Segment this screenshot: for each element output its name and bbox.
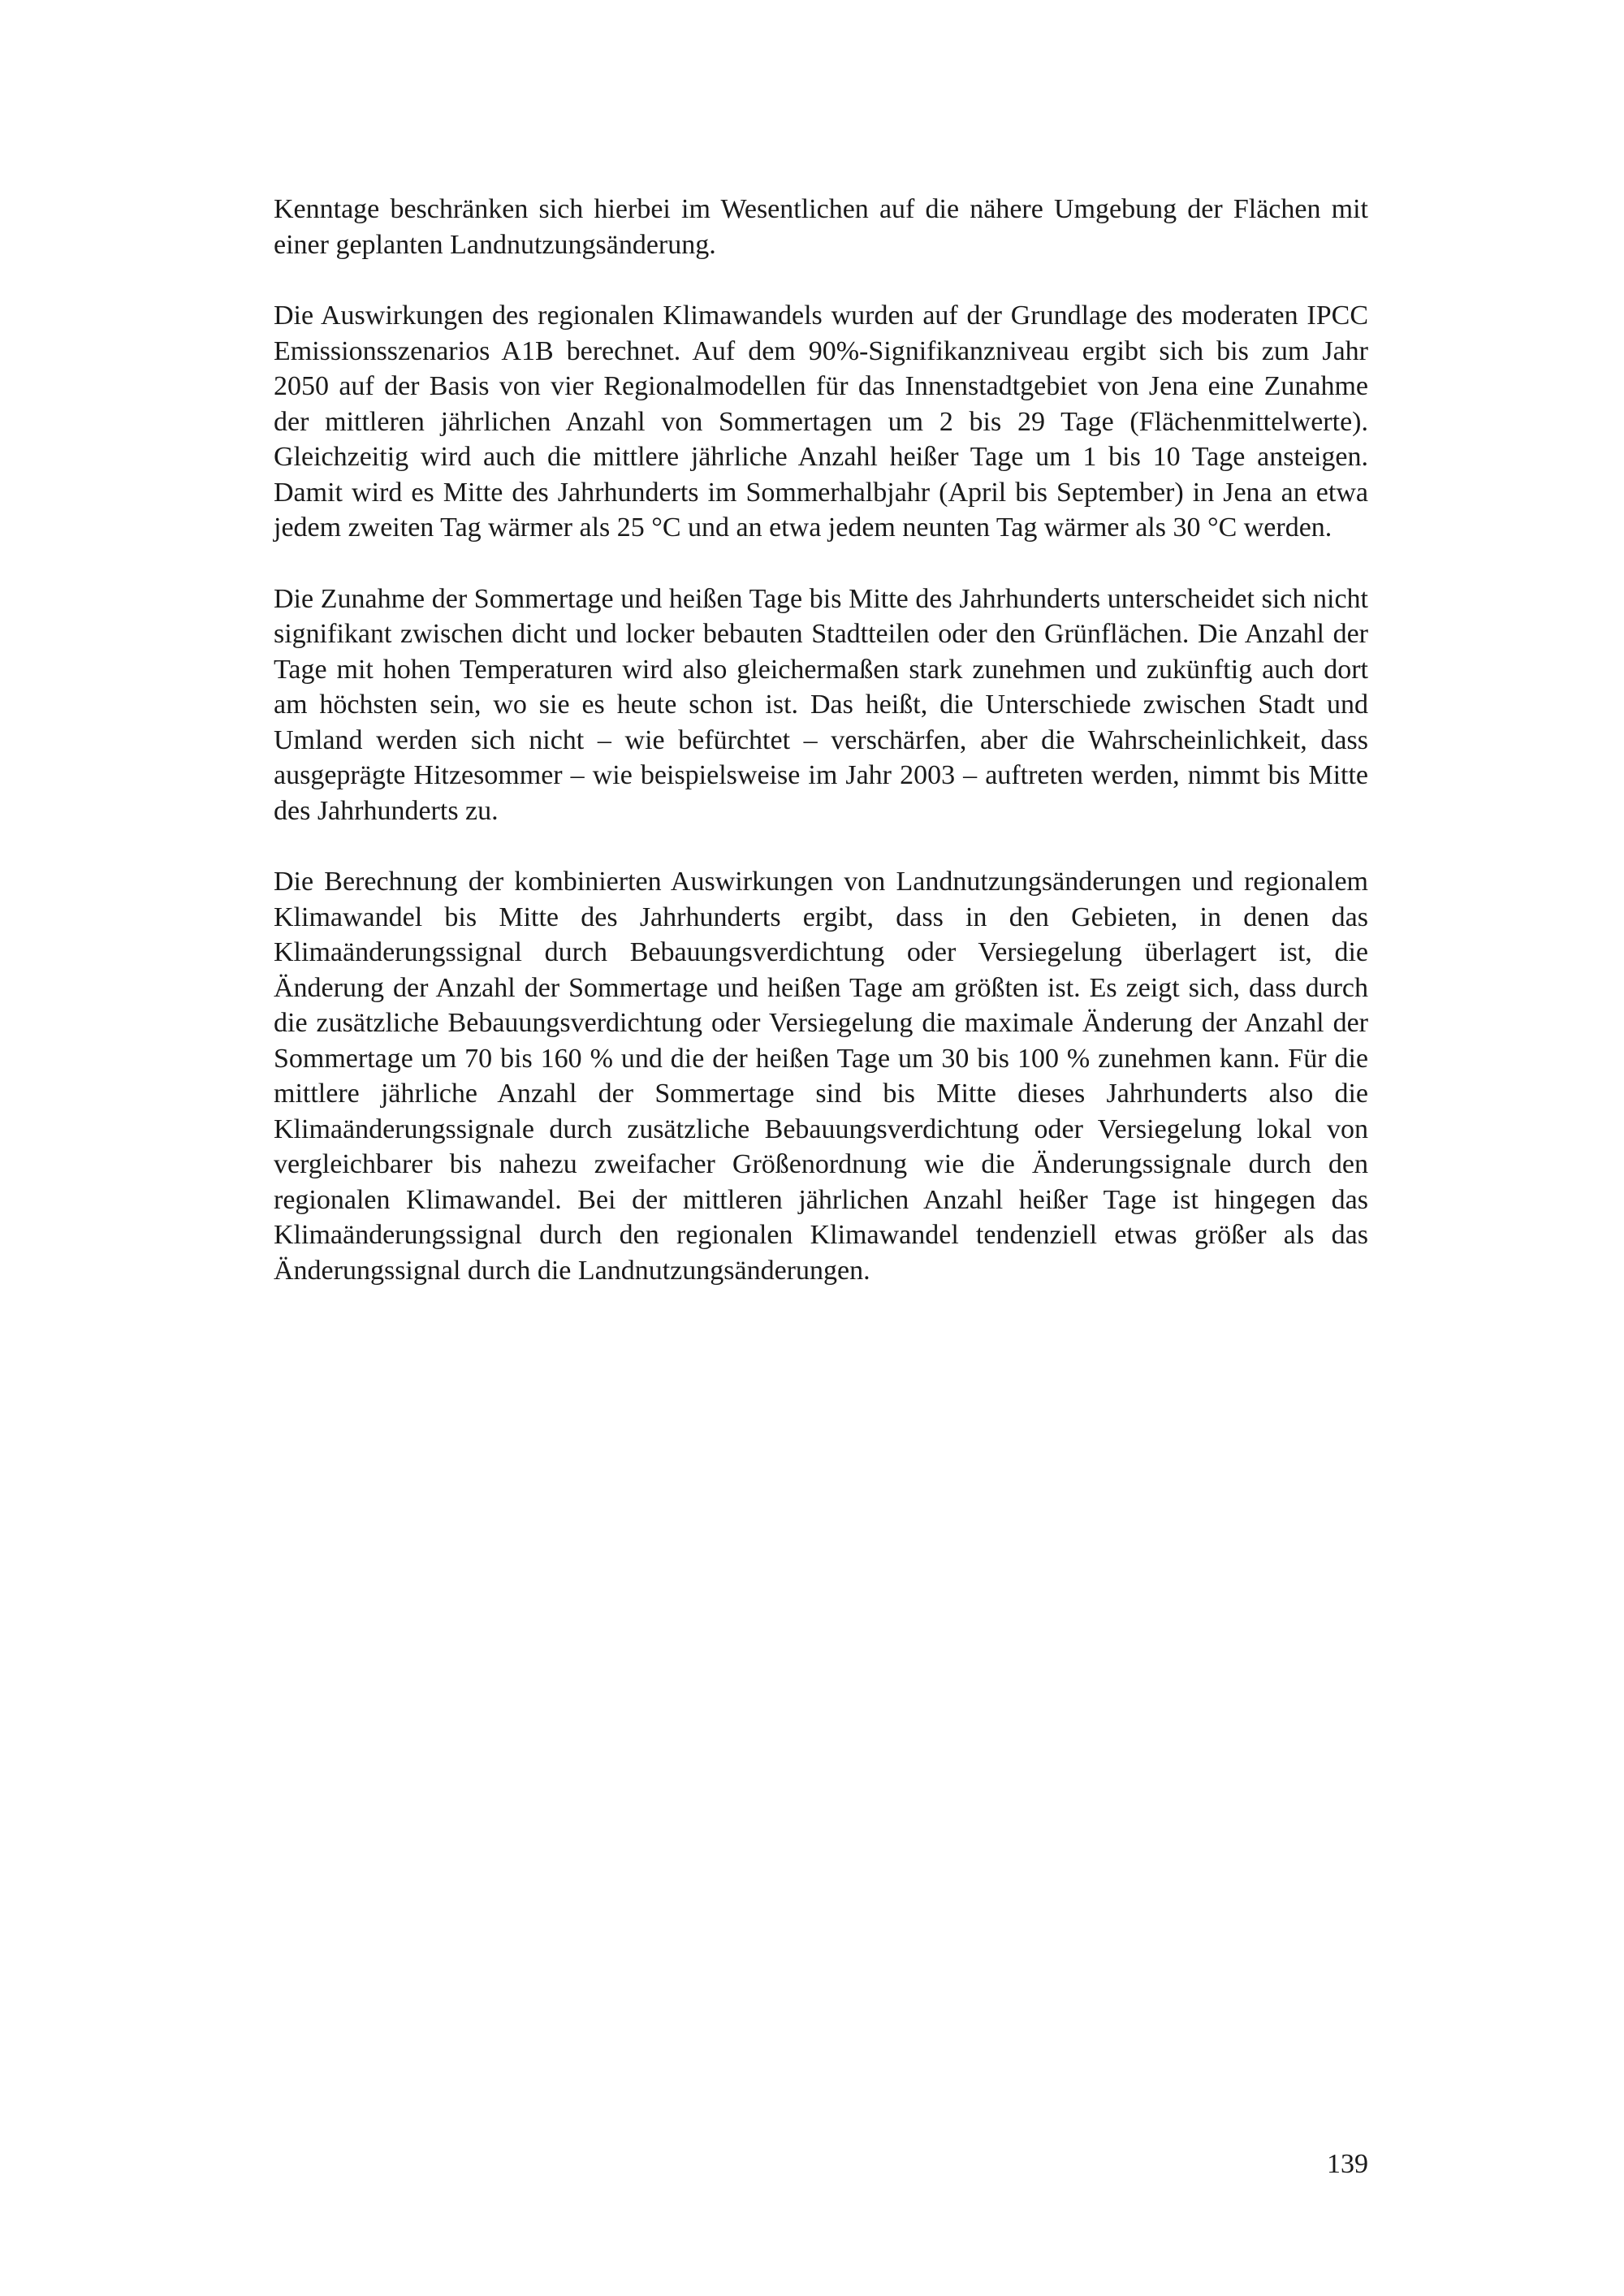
paragraph-4: Die Berechnung der kombinierten Auswirkungen von Landnutzungsänderungen und regionalem Klimawandel bis Mitte des Jahrhunderts ergibt, dass in den Gebieten, in denen das Klimaänderungssignal durch Bebauungsverdichtung oder Versiegelung überlagert ist, die Änderung der Anzahl der Sommertage und heißen Tage am größten ist. Es zeigt sich, dass durch die zusätzliche Bebauungsverdichtung oder Versiegelung die maximale Änderung der Anzahl der Sommertage um 70 bis 160 % und die der heißen Tage um 30 bis 100 % zunehmen kann. Für die mittlere jährliche Anzahl der Sommertage sind bis Mitte dieses Jahrhunderts also die Klimaänderungssignale durch zusätzliche Bebauungsverdichtung oder Versiegelung lokal von vergleichbarer bis nahezu zweifacher Größenordnung wie die Änderungssignale durch den regionalen Klimawandel. Bei der mittleren jährlichen Anzahl heißer Tage ist hingegen das Klimaänderungssignal durch den regionalen Klimawandel tendenziell etwas größer als das Änderungssignal durch die Landnutzungsänderungen.	[274, 867, 1368, 1286]
paragraph-1: Kenntage beschränken sich hierbei im Wesentlichen auf die nähere Umgebung der Flächen mit einer geplanten Landnutzungsänderung.	[274, 194, 1368, 260]
paragraph-2: Die Auswirkungen des regionalen Klimawandels wurden auf der Grundlage des moderaten IPCC Emissionsszenarios A1B berechnet. Auf dem 90%-Signifikanzniveau ergibt sich bis zum Jahr 2050 auf der Basis von vier Regionalmodellen für das Innenstadtgebiet von Jena eine Zunahme der mittleren jährlichen Anzahl von Sommertagen um 2 bis 29 Tage (Flächenmittelwerte). Gleichzeitig wird auch die mittlere jährliche Anzahl heißer Tage um 1 bis 10 Tage ansteigen. Damit wird es Mitte des Jahrhunderts im Sommerhalbjahr (April bis September) in Jena an etwa jedem zweiten Tag wärmer als 25 °C und an etwa jedem neunten Tag wärmer als 30 °C werden.	[274, 301, 1368, 543]
paragraph-3: Die Zunahme der Sommertage und heißen Tage bis Mitte des Jahrhunderts unterscheidet sich nicht signifikant zwischen dicht und locker bebauten Stadtteilen oder den Grünflächen. Die Anzahl der Tage mit hohen Temperaturen wird also gleichermaßen stark zunehmen und zukünftig auch dort am höchsten sein, wo sie es heute schon ist. Das heißt, die Unterschiede zwischen Stadt und Umland werden sich nicht – wie befürchtet – verschärfen, aber die Wahrscheinlichkeit, dass ausgeprägte Hitzesommer – wie beispielsweise im Jahr 2003 – auftreten werden, nimmt bis Mitte des Jahrhunderts zu.	[274, 583, 1368, 826]
body-text	[274, 192, 1368, 1324]
page-number: 139	[1327, 2149, 1368, 2179]
